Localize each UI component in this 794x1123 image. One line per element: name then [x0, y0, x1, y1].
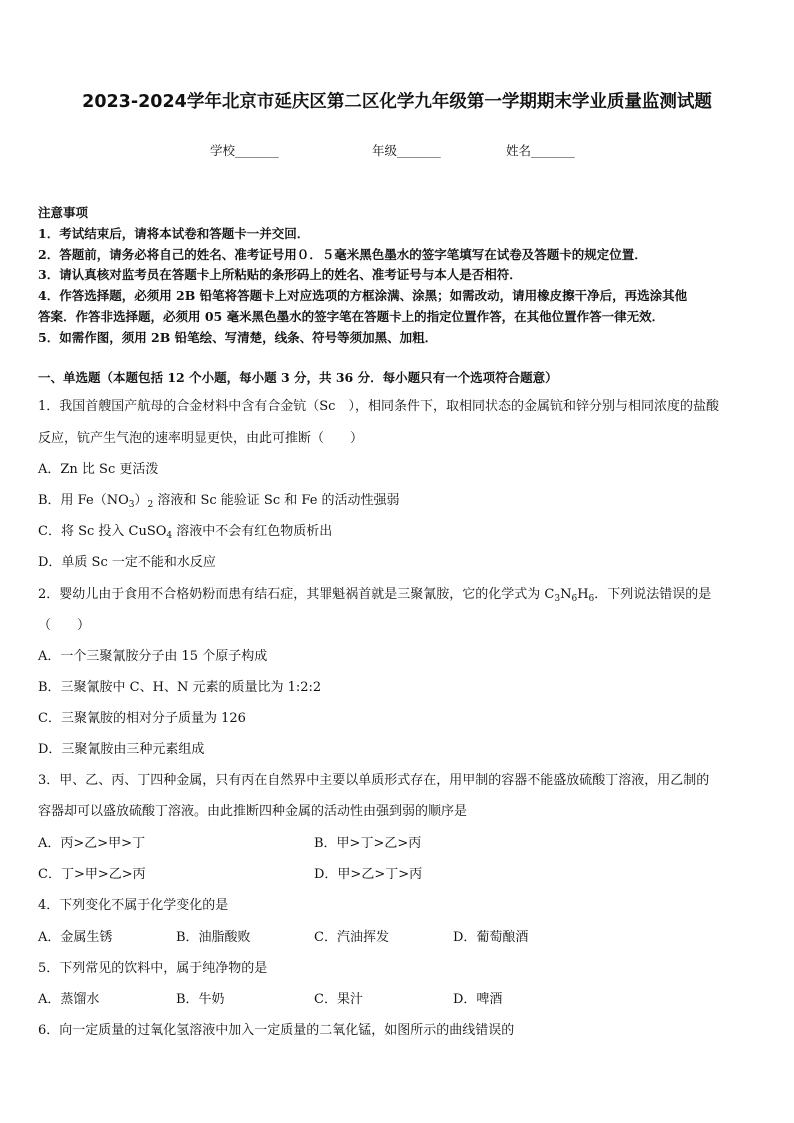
q2-option-a: A．一个三聚氰胺分子由 15 个原子构成 — [38, 649, 268, 664]
student-info-line — [0, 141, 794, 159]
notice-line-4: 4．作答选择题，必须用 2B 铅笔将答题卡上对应选项的方框涂满、涂黑；如需改动，请用橡皮擦干净后，再选涂其他 — [38, 288, 688, 303]
q2-option-d: D．三聚氰胺由三种元素组成 — [38, 742, 205, 757]
section-heading: 一、单选题（本题包括 12 个小题，每小题 3 分，共 36 分．每小题只有一个选项符合题意） — [38, 370, 558, 385]
school-field[interactable]: 学校_______ — [210, 143, 279, 158]
q5-option-b: B．牛奶 — [176, 992, 225, 1007]
q2-option-c: C．三聚氰胺的相对分子质量为 126 — [38, 711, 246, 726]
q2-stem-line2: （ ） — [38, 618, 91, 633]
notice-line-5: 答案．作答非选择题，必须用 05 毫米黑色墨水的签字笔在答题卡上的指定位置作答，在其他位置作答一律无效． — [38, 309, 665, 324]
q3-stem-line1: 3．甲、乙、丙、丁四种金属，只有丙在自然界中主要以单质形式存在，用甲制的容器不能盛放硫酸丁溶液，用乙制的 — [38, 773, 710, 788]
q3-option-d: D．甲>乙>丁>丙 — [314, 867, 423, 882]
exam-title: 2023-2024学年北京市延庆区第二区化学九年级第一学期期末学业质量监测试题 — [82, 92, 712, 112]
q3-option-c: C．丁>甲>乙>丙 — [38, 867, 146, 882]
q5-option-a: A．蒸馏水 — [38, 992, 100, 1007]
notice-line-3: 3．请认真核对监考员在答题卡上所粘贴的条形码上的姓名、准考证号与本人是否相符． — [38, 267, 522, 282]
q2-stem-line1: 2．婴幼儿由于食用不合格奶粉而患有结石症，其罪魁祸首就是三聚氰胺，它的化学式为 $C_3N_6H_6$．下列说法错误的是 — [38, 587, 712, 604]
q5-option-d: D．啤酒 — [453, 992, 503, 1007]
q5-stem: 5．下列常见的饮料中，属于纯净物的是 — [38, 961, 268, 976]
q1-option-a: A．Zn 比 Sc 更活泼 — [38, 462, 159, 477]
q1-option-c: C．将 Sc 投入 CuSO$_4$ 溶液中不会有红色物质析出 — [38, 524, 333, 541]
notice-line-6: 5．如需作图，须用 2B 铅笔绘、写清楚，线条、符号等须加黑、加粗． — [38, 330, 438, 345]
q1-option-b: B．用 $Fe(NO_3)_2$ 溶液和 Sc 能验证 Sc 和 Fe 的活动性强弱 — [38, 493, 400, 510]
notice-line-1: 1．考试结束后，请将本试卷和答题卡一并交回． — [38, 226, 310, 241]
grade-field[interactable]: 年级_______ — [372, 143, 441, 158]
q4-option-d: D．葡萄酿酒 — [453, 930, 529, 945]
q3-stem-line2: 容器却可以盛放硫酸丁溶液。由此推断四种金属的活动性由强到弱的顺序是 — [38, 804, 468, 819]
q3-option-b: B．甲>丁>乙>丙 — [314, 836, 422, 851]
q2-option-b: B．三聚氰胺中 C、H、N 元素的质量比为 1:2:2 — [38, 680, 322, 695]
notice-heading: 注意事项 — [38, 205, 89, 220]
notice-line-2: 2．答题前，请务必将自己的姓名、准考证号用０．５毫米黑色墨水的签字笔填写在试卷及答题卡的规定位置． — [38, 247, 647, 262]
q5-option-c: C．果汁 — [314, 992, 363, 1007]
q4-option-c: C．汽油挥发 — [314, 930, 389, 945]
q4-option-a: A．金属生锈 — [38, 930, 113, 945]
q3-option-a: A．丙>乙>甲>丁 — [38, 836, 146, 851]
q4-option-b: B．油脂酸败 — [176, 930, 251, 945]
q4-stem: 4．下列变化不属于化学变化的是 — [38, 898, 229, 913]
name-field[interactable]: 姓名_______ — [506, 143, 575, 158]
q1-stem-line2: 反应，钪产生气泡的速率明显更快，由此可推断（ ） — [38, 431, 364, 446]
q1-option-d: D．单质 Sc 一定不能和水反应 — [38, 555, 216, 570]
q6-stem: 6．向一定质量的过氧化氢溶液中加入一定质量的二氧化锰，如图所示的曲线错误的 — [38, 1023, 515, 1038]
q1-stem-line1: 1．我国首艘国产航母的合金材料中含有合金钪（Sc ），相同条件下，取相同状态的金属钪和锌分别与相同浓度的盐酸 — [38, 399, 719, 414]
